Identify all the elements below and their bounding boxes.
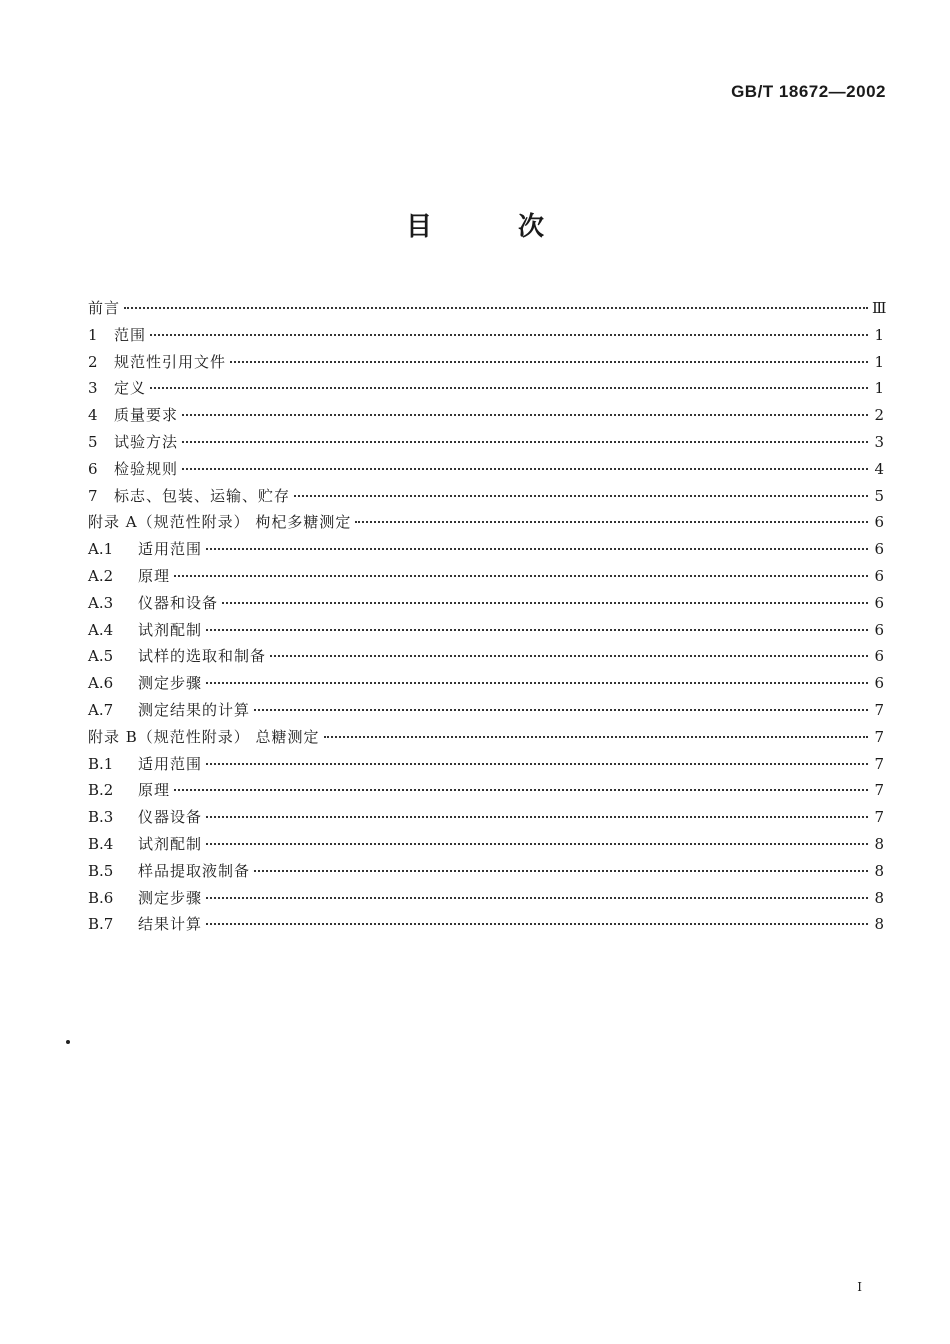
toc-entry-number: B.6 (88, 888, 114, 907)
toc-entry[interactable] (88, 349, 884, 376)
toc-entry-label: 测定步骤 (138, 674, 203, 693)
toc-entry-number: 3 (88, 379, 98, 398)
toc-entry[interactable] (88, 697, 884, 724)
toc-entry[interactable] (88, 777, 884, 804)
toc-dot-leader (206, 617, 868, 631)
toc-entry-label: 原理 (138, 566, 171, 585)
toc-dot-leader (182, 456, 868, 470)
toc-entry-number: 2 (88, 352, 98, 371)
toc-entry-page: 7 (874, 727, 884, 746)
toc-entry-label: 试剂配制 (138, 834, 203, 853)
toc-entry[interactable] (88, 617, 884, 644)
toc-entry-page: 6 (874, 593, 884, 612)
scan-speck (66, 1040, 70, 1044)
toc-entry-label: 范围 (114, 325, 147, 344)
toc-entry-label: 适用范围 (138, 754, 203, 773)
toc-entry-page: 7 (874, 808, 884, 827)
toc-entry-label: 适用范围 (138, 540, 203, 559)
toc-entry[interactable] (88, 375, 884, 402)
toc-entry-label: 仪器设备 (138, 808, 203, 827)
toc-entry[interactable] (88, 402, 884, 429)
toc-entry-number: B.1 (88, 754, 114, 773)
page-title: 目次 (405, 212, 630, 242)
toc-entry[interactable] (88, 751, 884, 778)
toc-entry-number: A.5 (88, 647, 114, 666)
toc-entry-number: A.2 (88, 566, 114, 585)
toc-dot-leader (230, 349, 868, 363)
toc-entry-label: 附录 B（规范性附录） 总糖测定 (88, 727, 320, 746)
toc-dot-leader (206, 536, 868, 550)
toc-entry-number: 4 (88, 406, 98, 425)
toc-entry-number: B.2 (88, 781, 114, 800)
toc-entry[interactable] (88, 536, 884, 563)
toc-dot-leader (206, 885, 868, 899)
toc-entry-page: 7 (874, 781, 884, 800)
toc-entry[interactable] (88, 509, 884, 536)
toc-entry-label: 试样的选取和制备 (138, 647, 267, 666)
toc-entry[interactable] (88, 295, 887, 322)
toc-entry[interactable] (88, 322, 884, 349)
toc-entry[interactable] (88, 643, 884, 670)
toc-entry-number: 1 (88, 325, 98, 344)
toc-entry-label: 结果计算 (138, 915, 203, 934)
toc-entry[interactable] (88, 456, 884, 483)
toc-entry-page: 2 (874, 406, 884, 425)
toc-entry-label: 试验方法 (114, 432, 179, 451)
toc-entry-number: A.7 (88, 700, 114, 719)
toc-entry-label: 标志、包装、运输、贮存 (114, 486, 291, 505)
toc-entry-page: 4 (874, 459, 884, 478)
toc-dot-leader (254, 697, 868, 711)
toc-entry-number: 6 (88, 459, 98, 478)
page-number: Ⅰ (857, 1280, 862, 1294)
toc-entry-page: 7 (874, 754, 884, 773)
toc-entry-page: 8 (874, 915, 884, 934)
toc-entry-label: 质量要求 (114, 406, 179, 425)
toc-entry-number: B.7 (88, 915, 114, 934)
toc-entry[interactable] (88, 483, 884, 510)
toc-entry-page: 5 (874, 486, 884, 505)
toc-entry[interactable] (88, 590, 884, 617)
toc-dot-leader (150, 322, 868, 336)
toc-entry-page: 8 (874, 861, 884, 880)
toc-entry-label: 试剂配制 (138, 620, 203, 639)
toc-dot-leader (206, 751, 868, 765)
toc-entry-label: 附录 A（规范性附录） 枸杞多糖测定 (88, 513, 352, 532)
toc-dot-leader (206, 911, 868, 925)
toc-dot-leader (124, 295, 868, 309)
toc-entry-number: 7 (88, 486, 98, 505)
toc-entry[interactable] (88, 911, 884, 938)
toc-dot-leader (206, 831, 868, 845)
toc-entry-page: 8 (874, 834, 884, 853)
toc-entry-page: 3 (874, 432, 884, 451)
toc-entry[interactable] (88, 429, 884, 456)
toc-entry-number: B.4 (88, 834, 114, 853)
standard-code: GB/T 18672—2002 (731, 82, 886, 101)
toc-entry-page: 1 (874, 379, 884, 398)
toc-entry-page: 6 (874, 513, 884, 532)
toc-entry-page: 6 (874, 540, 884, 559)
toc-entry-page: 6 (874, 647, 884, 666)
toc-entry-number: A.6 (88, 674, 114, 693)
toc-dot-leader (182, 402, 868, 416)
toc-entry-number: A.1 (88, 540, 114, 559)
toc-entry[interactable] (88, 804, 884, 831)
toc-dot-leader (270, 643, 868, 657)
toc-dot-leader (174, 777, 868, 791)
toc-dot-leader (206, 670, 868, 684)
toc-entry-label: 检验规则 (114, 459, 179, 478)
toc-entry[interactable] (88, 858, 884, 885)
toc-entry-page: 6 (874, 674, 884, 693)
toc-dot-leader (182, 429, 868, 443)
toc-entry[interactable] (88, 724, 884, 751)
toc-entry[interactable] (88, 563, 884, 590)
toc-entry[interactable] (88, 831, 884, 858)
toc-entry-number: B.5 (88, 861, 114, 880)
toc-entry-page: 7 (874, 700, 884, 719)
toc-entry-page: Ⅲ (872, 299, 887, 317)
table-of-contents (88, 295, 887, 938)
toc-entry-page: 8 (874, 888, 884, 907)
toc-dot-leader (150, 375, 868, 389)
toc-entry-label: 原理 (138, 781, 171, 800)
toc-entry-label: 测定结果的计算 (138, 700, 251, 719)
toc-entry[interactable] (88, 670, 884, 697)
toc-dot-leader (254, 858, 868, 872)
toc-dot-leader (294, 483, 868, 497)
toc-dot-leader (324, 724, 868, 738)
toc-entry-label: 定义 (114, 379, 147, 398)
toc-entry-label: 规范性引用文件 (114, 352, 227, 371)
toc-dot-leader (174, 563, 868, 577)
toc-entry-label: 测定步骤 (138, 888, 203, 907)
toc-entry-page: 1 (874, 352, 884, 371)
toc-dot-leader (355, 509, 868, 523)
toc-entry-number: 5 (88, 432, 98, 451)
toc-entry-number: A.4 (88, 620, 114, 639)
toc-entry-number: A.3 (88, 593, 114, 612)
toc-entry-page: 6 (874, 620, 884, 639)
toc-entry-label: 前言 (88, 299, 121, 317)
toc-entry-number: B.3 (88, 808, 114, 827)
toc-dot-leader (206, 804, 868, 818)
toc-entry-page: 1 (874, 325, 884, 344)
toc-entry[interactable] (88, 885, 884, 912)
toc-dot-leader (222, 590, 868, 604)
toc-entry-page: 6 (874, 566, 884, 585)
toc-entry-label: 仪器和设备 (138, 593, 219, 612)
toc-entry-label: 样品提取液制备 (138, 861, 251, 880)
